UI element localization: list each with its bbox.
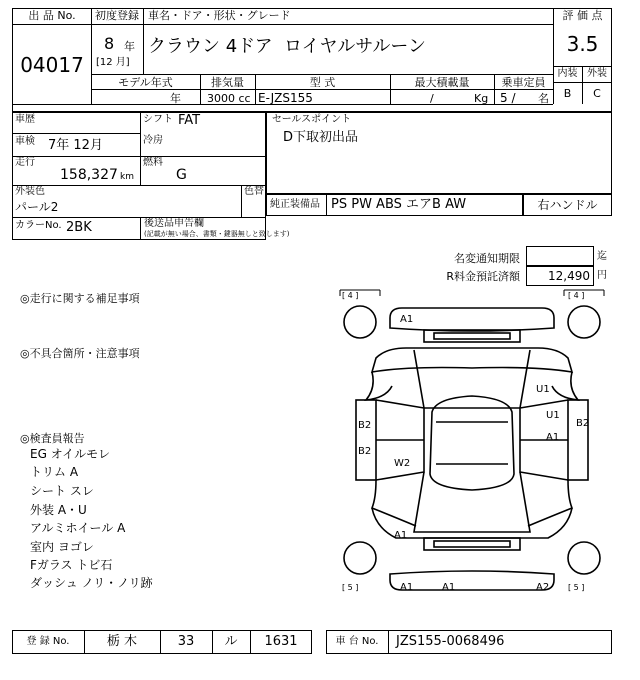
max-load-unit: Kg <box>474 92 489 105</box>
registration-number: 1631 <box>264 634 298 649</box>
mileage-unit: km <box>120 172 134 182</box>
score-value: 3.5 <box>566 32 599 56</box>
color-change-label: 色替 <box>244 186 264 197</box>
registration-region: 栃 木 <box>106 634 138 649</box>
displacement-label: 排気量 <box>211 76 244 89</box>
inspector-report-label: ◎検査員報告 <box>20 432 85 445</box>
rear-bumper-icon <box>390 571 554 590</box>
right-side-panel-icon <box>568 400 588 480</box>
recycle-label: R料金預託済額 <box>446 270 520 283</box>
name-change-box <box>526 246 594 266</box>
tire-rear-right-icon <box>568 542 600 574</box>
registration-kana: ル <box>224 634 238 649</box>
interior-label: 内装 <box>557 68 578 79</box>
inspector-line: トリム A <box>30 465 79 479</box>
inspector-line: アルミホイール A <box>30 521 126 535</box>
driving-notes-label: ◎走行に関する補足事項 <box>20 292 140 305</box>
car-condition-diagram <box>336 288 612 610</box>
tire-depth-front-left: [ 4 ] <box>342 291 359 300</box>
cabin-icon <box>430 396 514 490</box>
recycle-value: 12,490 <box>548 269 590 283</box>
damage-mark: A2 <box>536 582 550 593</box>
left-side-panel-icon <box>356 400 376 480</box>
damage-mark: A1 <box>442 582 456 593</box>
car-grade: ロイヤルサルーン <box>284 36 427 57</box>
interior-grade: B <box>563 87 572 100</box>
equipment-label: 純正装備品 <box>270 199 320 210</box>
max-load-slash: / <box>430 92 434 105</box>
color-no-value: 2BK <box>66 220 92 235</box>
exterior-color-value: パール2 <box>15 200 59 214</box>
defects-notes-label: ◎不具合箇所・注意事項 <box>20 347 140 360</box>
ac-label: 冷房 <box>143 135 163 146</box>
exterior-color-label: 外装色 <box>15 186 45 197</box>
displacement-value: 3000 cc <box>207 92 251 105</box>
shift-label: シフト <box>143 114 173 125</box>
damage-mark: A1 <box>400 582 414 593</box>
capacity-value: 5 / <box>500 91 516 105</box>
tire-front-left-icon <box>344 306 376 338</box>
rear-panel-icon <box>424 538 520 550</box>
lot-label: 出 品 No. <box>28 9 76 22</box>
max-load-label: 最大積載量 <box>414 76 470 89</box>
inspector-line: シート スレ <box>30 484 94 498</box>
inspection-label: 車検 <box>15 136 35 147</box>
inspector-line: 室内 ヨゴレ <box>30 540 94 554</box>
tire-front-right-icon <box>568 306 600 338</box>
fuel-value: G <box>176 167 187 183</box>
damage-mark: B2 <box>576 418 590 429</box>
lot-number: 04017 <box>20 53 84 77</box>
documents-note: (記載が無い場合、書類・鍵器無しと致します) <box>144 230 290 238</box>
chassis-label: 車 台 No. <box>335 636 379 647</box>
first-registration-year: 8 <box>104 34 115 53</box>
score-label: 評 価 点 <box>562 9 603 22</box>
front-bumper-icon <box>390 308 554 331</box>
damage-mark: B2 <box>358 446 372 457</box>
car-name: クラウン 4ドア <box>148 36 273 57</box>
mileage-value: 158,327 <box>60 167 118 183</box>
damage-mark: A1 <box>394 530 408 541</box>
type-label: 型 式 <box>309 76 336 89</box>
damage-mark: W2 <box>394 458 411 469</box>
recycle-unit: 円 <box>597 270 607 281</box>
damage-mark: U1 <box>546 410 560 421</box>
shift-value: FAT <box>178 113 201 128</box>
exterior-grade: C <box>593 87 601 100</box>
name-change-unit: 迄 <box>597 251 607 262</box>
sales-point-value: D下取初出品 <box>283 130 359 145</box>
mileage-label: 走行 <box>15 157 35 168</box>
damage-mark: A1 <box>546 432 560 443</box>
name-change-label: 名変通知期限 <box>454 252 520 265</box>
equipment-value: PS PW ABS エアB AW <box>331 197 467 212</box>
damage-mark: A1 <box>400 314 414 325</box>
color-no-label: カラーNo. <box>15 220 62 231</box>
tire-depth-rear-right: [ 5 ] <box>568 583 585 592</box>
history-label: 車歴 <box>15 114 35 125</box>
steering-value: 右ハンドル <box>537 198 598 212</box>
first-registration-year-unit: 年 <box>124 40 135 53</box>
model-year-unit: 年 <box>170 92 181 105</box>
first-registration-label: 初度登録 <box>95 9 139 22</box>
exterior-label: 外装 <box>587 68 607 79</box>
capacity-label: 乗車定員 <box>501 76 546 89</box>
fuel-label: 燃料 <box>143 157 163 168</box>
documents-label: 後送品申告欄 <box>144 218 204 229</box>
damage-mark: B2 <box>358 420 372 431</box>
model-year-label: モデル年式 <box>118 76 173 89</box>
registration-class: 33 <box>177 634 195 649</box>
capacity-unit: 名 <box>538 92 549 105</box>
inspection-value: 7年 12月 <box>48 138 103 153</box>
tire-rear-left-icon <box>344 542 376 574</box>
chassis-number: JZS155-0068496 <box>396 634 505 649</box>
inspector-line: 外装 A・U <box>30 503 87 517</box>
hood-icon <box>372 348 572 372</box>
tire-depth-front-right: [ 4 ] <box>568 291 585 300</box>
tire-depth-rear-left: [ 5 ] <box>342 583 359 592</box>
model-code: E-JZS155 <box>258 91 313 105</box>
damage-mark: U1 <box>536 384 550 395</box>
car-description-label: 車名・ドア・形状・グレード <box>148 9 291 22</box>
first-registration-month: [12 月] <box>96 57 130 68</box>
sales-point-label: セールスポイント <box>272 114 352 125</box>
inspector-line: ダッシュ ノリ・ノリ跡 <box>30 576 153 590</box>
inspector-line: EG オイルモレ <box>30 447 111 461</box>
registration-label: 登 録 No. <box>26 636 70 647</box>
inspector-line: Fガラス トビ石 <box>30 558 113 572</box>
